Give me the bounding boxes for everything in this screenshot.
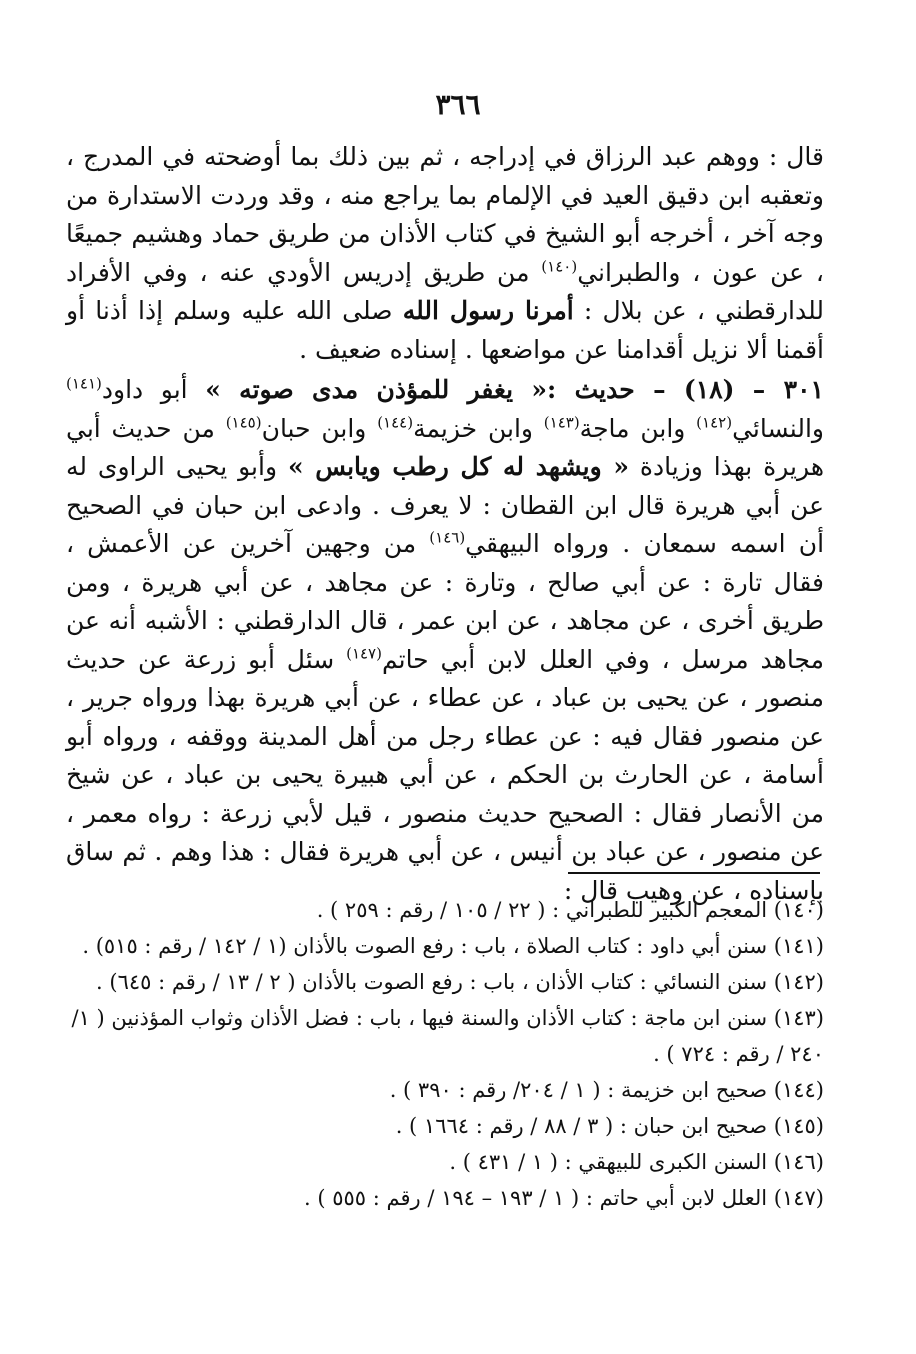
footnote-143: (١٤٣) سنن ابن ماجة : كتاب الأذان والسنة فيها ، باب : فضل الأذان وثواب المؤذنين ( ١/ ٢٤٠ / رقم : ٧٢٤ ) . bbox=[71, 1006, 824, 1066]
footnote-144: (١٤٤) صحيح ابن خزيمة : ( ١ / ٢٠٤/ رقم : ٣٩٠ ) . bbox=[389, 1078, 824, 1102]
paragraph-2-text-8: من وجهين آخرين عن الأعمش ، فقال تارة : عن أبي صالح ، وتارة : عن مجاهد ، عن أبي هريرة ، ومن طريق أخرى ، عن مجاهد ، عن ابن عمر ، قال الدارقطني : الأشبه أنه عن مجاهد مرسل ، وفي العلل لابن أبي حاتم bbox=[66, 529, 824, 674]
footnote-ref-141: (١٤١) bbox=[66, 374, 102, 393]
footnote-ref-147: (١٤٧) bbox=[346, 644, 382, 663]
paragraph-2 bbox=[66, 371, 824, 910]
footnote-141: (١٤١) سنن أبي داود : كتاب الصلاة ، باب : رفع الصوت بالأذان (١ / ١٤٢ / رقم : ٥١٥) . bbox=[82, 934, 824, 958]
footnote-ref-146: (١٤٦) bbox=[429, 528, 466, 547]
hadith-text-1: « يغفر للمؤذن مدى صوته » bbox=[205, 375, 548, 404]
footnote-ref-145: (١٤٥) bbox=[225, 413, 262, 432]
footnotes bbox=[66, 892, 824, 1216]
paragraph-2-text-6: من حديث أبي هريرة بهذا وزيادة bbox=[66, 413, 824, 481]
hadith-text-2: « ويشهد له كل رطب ويابس » bbox=[287, 452, 629, 481]
paragraph-2-text-9: سئل أبو زرعة عن حديث منصور ، عن يحيى بن عباد ، عن عطاء ، عن أبي هريرة بهذا ورواه جرير ، عن منصور فقال فيه : عن عطاء رجل من أهل المدينة ووقفه ، ورواه أبو أسامة ، عن الحارث بن الحكم ، عن أبي هبيرة يحيى بن عباد ، عن شيخ من الأنصار فقال : الصحيح حديث منصور ، قيل لأبي زرعة : رواه معمر ، عن منصور ، عن عباد بن أنيس ، عن أبي هريرة فقال : هذا وهم . ثم ساق بإسناده ، عن وهيب قال : bbox=[66, 644, 824, 905]
footnote-146: (١٤٦) السنن الكبرى للبيهقي : ( ١ / ٤٣١ ) . bbox=[449, 1150, 824, 1174]
hadith-quote: أمرنا رسول الله bbox=[402, 296, 574, 325]
paragraph-1-text-d: . إسناده ضعيف . bbox=[299, 334, 481, 364]
footnote-ref-140: (١٤٠) bbox=[541, 257, 578, 276]
main-text bbox=[66, 138, 824, 910]
paragraph-2-text-7: وأبو يحيى الراوى له عن أبي هريرة قال ابن القطان : لا يعرف . وادعى ابن حبان في الصحيح أن اسمه سمعان . ورواه البيهقي bbox=[66, 452, 825, 558]
footnote-ref-144: (١٤٤) bbox=[377, 413, 414, 432]
paragraph-1 bbox=[66, 138, 824, 369]
footnote-separator bbox=[568, 872, 820, 874]
footnote-ref-143: (١٤٣) bbox=[543, 413, 580, 432]
footnote-147: (١٤٧) العلل لابن أبي حاتم : ( ١ / ١٩٣ – ١٩٤ / رقم : ٥٥٥ ) . bbox=[304, 1186, 824, 1210]
footnote-140: (١٤٠) المعجم الكبير للطبراني : ( ٢٢ / ١٠٥ / رقم : ٢٥٩ ) . bbox=[316, 898, 824, 922]
footnote-ref-142: (١٤٢) bbox=[696, 413, 733, 432]
paragraph-2-text-3: وابن ماجة bbox=[579, 413, 697, 443]
hadith-heading: ٣٠١ – (١٨) – حديث : bbox=[547, 375, 824, 404]
paragraph-2-text-2: والنسائي bbox=[732, 413, 824, 443]
footnote-145: (١٤٥) صحيح ابن حبان : ( ٣ / ٨٨ / رقم : ١٦٦٤ ) . bbox=[395, 1114, 824, 1138]
paragraph-1-text-c: صلى الله عليه وسلم إذا أذنا أو أقمنا ألا نزيل أقدامنا عن مواضعها bbox=[66, 296, 824, 364]
paragraph-2-text-4: وابن خزيمة bbox=[413, 413, 544, 443]
paragraph-2-text-5: وابن حبان bbox=[261, 413, 378, 443]
paragraph-2-text-1: أبو داود bbox=[101, 375, 206, 404]
paragraph-1-text-b: من طريق إدريس الأودي عنه ، وفي الأفراد للدارقطني ، عن بلال : bbox=[66, 257, 824, 325]
footnote-142: (١٤٢) سنن النسائي : كتاب الأذان ، باب : رفع الصوت بالأذان ( ٢ / ١٣ / رقم : ٦٤٥) . bbox=[96, 970, 824, 994]
page-number: ٣٦٦ bbox=[435, 88, 481, 121]
paragraph-1-text-a: قال : ووهم عبد الرزاق في إدراجه ، ثم بين ذلك بما أوضحته في المدرج ، وتعقبه ابن دقيق العيد في الإلمام بما يراجع منه ، وقد وردت الاستدارة من وجه آخر ، أخرجه أبو الشيخ في كتاب الأذان من طريق حماد وهشيم جميعًا ، عن عون ، والطبراني bbox=[66, 142, 824, 287]
